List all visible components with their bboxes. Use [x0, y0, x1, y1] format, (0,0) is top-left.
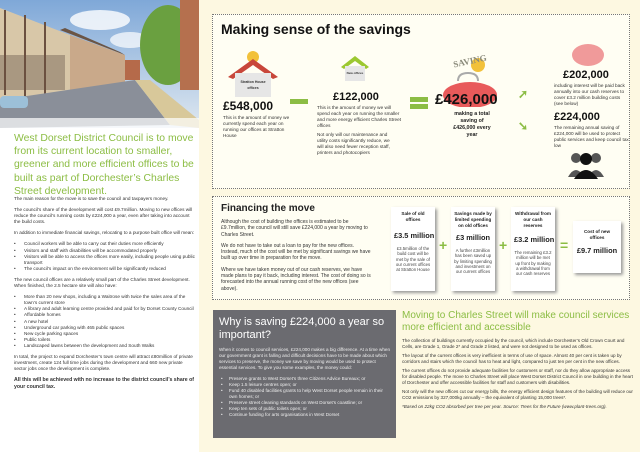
card-heading: Sale of old offices — [401, 211, 425, 222]
why-list — [219, 376, 390, 418]
street-illustration — [0, 0, 199, 128]
card-heading: Withdrawal from our cash reserves — [515, 211, 551, 228]
moving-title: Moving to Charles Street will make council services more efficient and accessible — [402, 310, 630, 333]
card-value: £3.5 million — [394, 231, 435, 240]
remaining-desc: The remaining annual saving of £224,000 will be used to protect public services and keep council tax low — [554, 125, 629, 148]
list-item: • A library and adult learning centre provided and paid for by Dorset County Council — [14, 306, 196, 312]
list-item: • Visitors and staff with disabilities will be accommodated properly — [14, 248, 196, 254]
benefits-list — [14, 241, 196, 271]
financing-title: Financing the move — [221, 203, 315, 214]
stratton-house-label: Stratton House offices — [240, 80, 266, 90]
paragraph: Not only will the new offices cut our energy bills, the energy efficient design features of the building will reduce our CO2 emissions by 327,000kg annually – the equivalent of planting 15,000 trees*. — [402, 389, 633, 400]
intro-heading: West Dorset District Council is to move from its current location to smaller, greener and more efficient offices to be built as part of Dorchester’s Charles Street development. — [14, 133, 194, 197]
paragraph: The council’s share of the development will cost £9.7million. Moving to new offices will reduce the council’s running costs by £224,000 a year, even after taking into account the build costs. — [14, 207, 193, 225]
card-value: £3 million — [455, 233, 491, 242]
stratton-house-icon — [225, 51, 280, 99]
list-item: • Affordable homes — [14, 312, 196, 318]
list-item: • New cycle parking spaces — [14, 331, 196, 337]
list-item: • Visitors will be able to access the offices more easily, including people using public transport — [14, 254, 196, 266]
funding-card-total — [573, 221, 621, 273]
financing-text — [221, 219, 371, 297]
left-column — [0, 0, 199, 452]
development-list — [14, 294, 196, 349]
card-desc: The remaining £3.2 million will be met up front by making a withdrawal from our cash reserves — [514, 250, 552, 277]
list-item: • Preserve grants to West Dorset’s three Citizens Advice Bureaux; or — [219, 376, 390, 382]
total-saving-desc: making a total saving of £426,000 every year — [453, 111, 491, 138]
funding-card-reserves — [511, 207, 555, 291]
saving-stamp: SAVING — [452, 52, 488, 70]
funding-card-savings — [451, 207, 495, 291]
footnote: *Based on 22kg CO2 absorbed per tree per year. Source: Trees for the Future (www.plant-trees.org). — [402, 404, 607, 409]
total-saving-amount: £426,000 — [435, 91, 498, 108]
list-item: • Council workers will be able to carry out their duties more efficiently — [14, 241, 196, 247]
savings-section — [212, 14, 630, 189]
piggy-bank-icon — [568, 41, 608, 69]
old-cost-desc: This is the amount of money we currently spend each year on running our offices at Stratton House — [223, 115, 290, 138]
list-item: • Fund 40 disabled facilities grants to help West Dorset people remain in their own homes; or — [219, 388, 390, 400]
equals-sign: = — [560, 237, 569, 253]
savings-title: Making sense of the savings — [221, 21, 411, 37]
paragraph: Although the cost of building the offices is estimated to be £9.7million, the council will still save £224,000 a year by moving to Charles Street. — [221, 219, 368, 238]
card-value: £9.7 million — [576, 246, 618, 255]
why-section — [213, 310, 396, 438]
paragraph: The main reason for the move is to save the council and taxpayers money. — [14, 196, 169, 201]
card-heading: Savings made by limited spending on old offices — [454, 211, 492, 228]
card-value: £3.2 million — [514, 235, 555, 244]
paragraph: The collection of buildings currently occupied by the council, which include Dorchester’s Old Crown Court and Cells, are Grade 1, Grade 2* and Grade 2 listed, and were not designed to be used as offices. — [402, 338, 625, 349]
old-cost-amount: £548,000 — [223, 99, 274, 113]
closing-statement: All this will be achieved with no increase to the district council’s share of your council tax. — [14, 377, 194, 391]
list-item: • A new hotel — [14, 319, 196, 325]
list-item: • Keep ten sets of public toilets open; or — [219, 406, 390, 412]
why-title: Why is saving £224,000 a year so important? — [219, 316, 385, 341]
new-cost-desc: This is the amount of money we will spend each year on running the smaller and more energy efficient Charles Street offices — [317, 105, 402, 128]
list-item: • Public toilets — [14, 337, 196, 343]
new-cost-desc-2: Not only will our maintenance and utility costs significantly reduce, we will also need fewer reception staff, printers and photocopiers — [317, 132, 390, 155]
list-item: • The council’s impact on the environment will be significantly reduced — [14, 266, 196, 272]
list-item: • Keep 1.5 leisure centres open; or — [219, 382, 390, 388]
list-item: • Landscaped lawns between the development and South Walks — [14, 343, 196, 349]
funding-card-sale — [391, 207, 435, 291]
repay-desc: including interest will be paid back annually into our cash reserves to cover £3.2 million building costs (see below) — [554, 83, 625, 106]
equals-sign-bottom — [410, 104, 428, 109]
paragraph: The current offices do not provide adequate facilities for customers or staff, nor do they allow appropriate access for disabled people. The move to Charles Street will place West Dorset District Council in one building in the heart of Dorchester and offer accessible facilities for staff and customers with disabilities. — [402, 368, 633, 385]
financing-section — [212, 196, 630, 300]
card-desc: A further £3million has been saved up by limiting spending and investment on our current offices — [454, 248, 492, 275]
plus-sign: + — [499, 237, 508, 253]
paragraph: We do not have to take out a loan to pay for the new offices. Instead, much of the cost will be met by significant savings we have built up over time in preparation for the move. — [221, 242, 371, 262]
list-item: • Continue funding for arts organisations in West Dorset — [219, 412, 390, 418]
arrow-down-right-icon: ➘ — [518, 119, 529, 133]
remaining-amount: £224,000 — [554, 111, 600, 123]
repay-amount: £202,000 — [563, 69, 609, 81]
list-item: • Underground car parking with 465 public spaces — [14, 325, 196, 331]
equals-sign-top — [410, 97, 428, 102]
people-icon — [568, 149, 604, 179]
card-desc: £3.5million of the build cost will be met by the sale of our current offices at Stratton House — [395, 246, 431, 273]
paragraph: In addition to immediate financial savings, relocating to a purpose built office will mean: — [14, 230, 195, 236]
why-intro: When it comes to council services, £224,000 makes a big difference. At a time when our government grant is falling and difficult decisions have to be made about which services to preserve, the money we save by moving would be used to protect essential services. To give you some examples, the money could: — [219, 347, 390, 370]
arrow-up-right-icon: ➚ — [518, 87, 529, 101]
list-item: • More than 20 new shops, including a Waitrose with twice the sales area of the town’s current store — [14, 294, 196, 306]
new-offices-icon — [340, 53, 370, 83]
moving-section — [402, 310, 634, 413]
paragraph: The new council offices are a relatively small part of the Charles Street development. When finished, the 2.5 hectare site will also have: — [14, 276, 190, 289]
new-cost-amount: £122,000 — [333, 91, 379, 103]
left-body-text — [14, 196, 196, 396]
paragraph: The layout of the current offices is very inefficient in terms of use of space. Almost 40 per cent is taken up by corridors and stairs which the council has to heat and light, compared to just ten per cent in the new offices. — [402, 353, 622, 364]
list-item: • Preserve street cleaning standards on West Dorset’s coastline; or — [219, 400, 390, 406]
new-offices-label: New offices — [346, 71, 364, 75]
paragraph: Where we have taken money out of our cash reserves, we have made plans to pay it back, including interest. The cost of doing so is forecasted into the annual running cost of the new offices (see above). — [221, 266, 371, 292]
plus-sign: + — [439, 237, 448, 253]
card-heading: Cost of new offices — [583, 229, 611, 240]
minus-sign — [290, 99, 308, 104]
paragraph: In total, the project to expand Dorchester’s town centre will attract £80million of private investment, create 124 full time jobs during the development and 660 new private sector jobs once the development is complete. — [14, 353, 193, 372]
